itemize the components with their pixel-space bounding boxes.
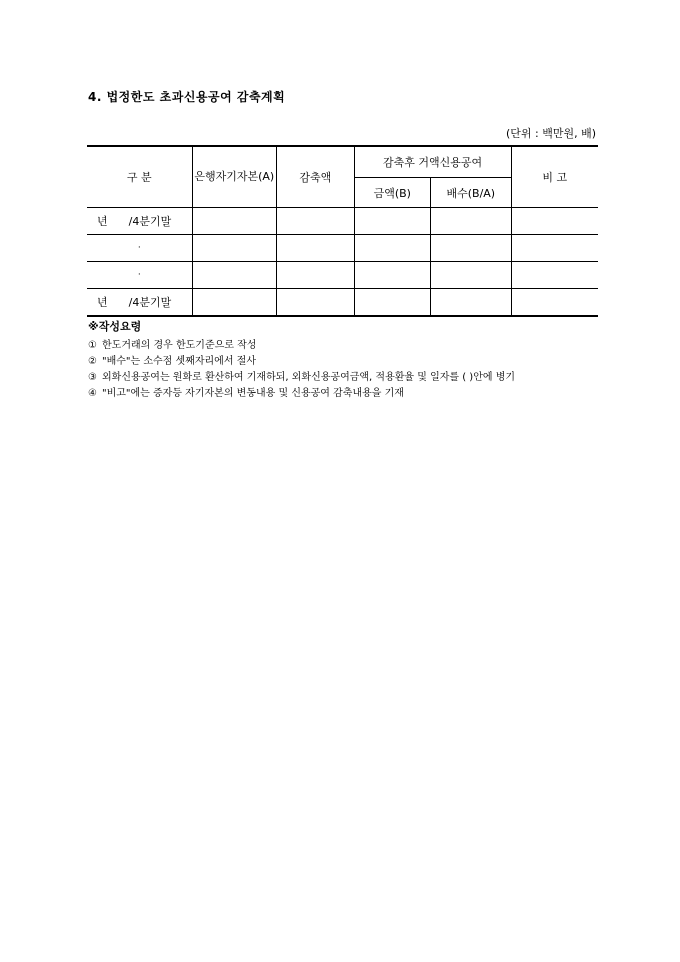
cell-capital[interactable] bbox=[192, 262, 276, 289]
table-row bbox=[87, 262, 598, 289]
reduction-plan-table bbox=[87, 145, 598, 317]
guide-item bbox=[88, 354, 603, 370]
cell-ratio[interactable] bbox=[431, 289, 512, 317]
header-ratio: 배수(B/A) bbox=[431, 178, 512, 208]
guide-item bbox=[88, 386, 603, 402]
guide-num: ① bbox=[88, 340, 97, 351]
row-label bbox=[87, 208, 192, 235]
cell-amount[interactable] bbox=[354, 235, 431, 262]
guide-item bbox=[88, 338, 603, 354]
header-capital: 은행자기자본(A) bbox=[192, 146, 276, 208]
header-note: 비 고 bbox=[511, 146, 598, 208]
row-dot: · bbox=[87, 262, 192, 289]
header-reduction: 감축액 bbox=[277, 146, 354, 208]
header-post-credit: 감축후 거액신용공여 bbox=[354, 146, 511, 178]
cell-reduction[interactable] bbox=[277, 289, 354, 317]
guide-num: ④ bbox=[88, 388, 97, 399]
header-gubun: 구 분 bbox=[87, 146, 192, 208]
table-row bbox=[87, 208, 598, 235]
cell-ratio[interactable] bbox=[431, 235, 512, 262]
header-row bbox=[87, 146, 598, 178]
cell-note[interactable] bbox=[511, 289, 598, 317]
row-quarter: /4분기말 bbox=[128, 215, 172, 228]
cell-reduction[interactable] bbox=[277, 235, 354, 262]
guide-title: ※작성요령 bbox=[88, 320, 142, 333]
cell-ratio[interactable] bbox=[431, 262, 512, 289]
cell-capital[interactable] bbox=[192, 289, 276, 317]
cell-amount[interactable] bbox=[354, 262, 431, 289]
table-row bbox=[87, 289, 598, 317]
row-year: 년 bbox=[97, 296, 108, 309]
cell-note[interactable] bbox=[511, 208, 598, 235]
cell-capital[interactable] bbox=[192, 208, 276, 235]
cell-capital[interactable] bbox=[192, 235, 276, 262]
row-dot: · bbox=[87, 235, 192, 262]
row-year: 년 bbox=[97, 215, 108, 228]
cell-amount[interactable] bbox=[354, 289, 431, 317]
guide-item bbox=[88, 370, 603, 386]
cell-note[interactable] bbox=[511, 262, 598, 289]
guide-text: "배수"는 소수점 셋째자리에서 절사 bbox=[102, 356, 256, 367]
section-title: 4. 법정한도 초과신용공여 감축계획 bbox=[88, 90, 286, 104]
cell-amount[interactable] bbox=[354, 208, 431, 235]
row-label bbox=[87, 289, 192, 317]
unit-label: (단위 : 백만원, 배) bbox=[505, 127, 596, 140]
guide-num: ② bbox=[88, 356, 97, 367]
header-amount: 금액(B) bbox=[354, 178, 431, 208]
guide-text: 외화신용공여는 원화로 환산하여 기재하되, 외화신용공여금액, 적용환율 및 일자를 ( )안에 병기 bbox=[102, 372, 516, 383]
guide-num: ③ bbox=[88, 372, 97, 383]
row-quarter: /4분기말 bbox=[128, 296, 172, 309]
cell-reduction[interactable] bbox=[277, 208, 354, 235]
cell-ratio[interactable] bbox=[431, 208, 512, 235]
cell-reduction[interactable] bbox=[277, 262, 354, 289]
cell-note[interactable] bbox=[511, 235, 598, 262]
guide-text: 한도거래의 경우 한도기준으로 작성 bbox=[102, 340, 257, 351]
writing-guide bbox=[88, 318, 603, 402]
guide-text: "비고"에는 증자등 자기자본의 변동내용 및 신용공여 감축내용을 기재 bbox=[102, 388, 404, 399]
table-row bbox=[87, 235, 598, 262]
